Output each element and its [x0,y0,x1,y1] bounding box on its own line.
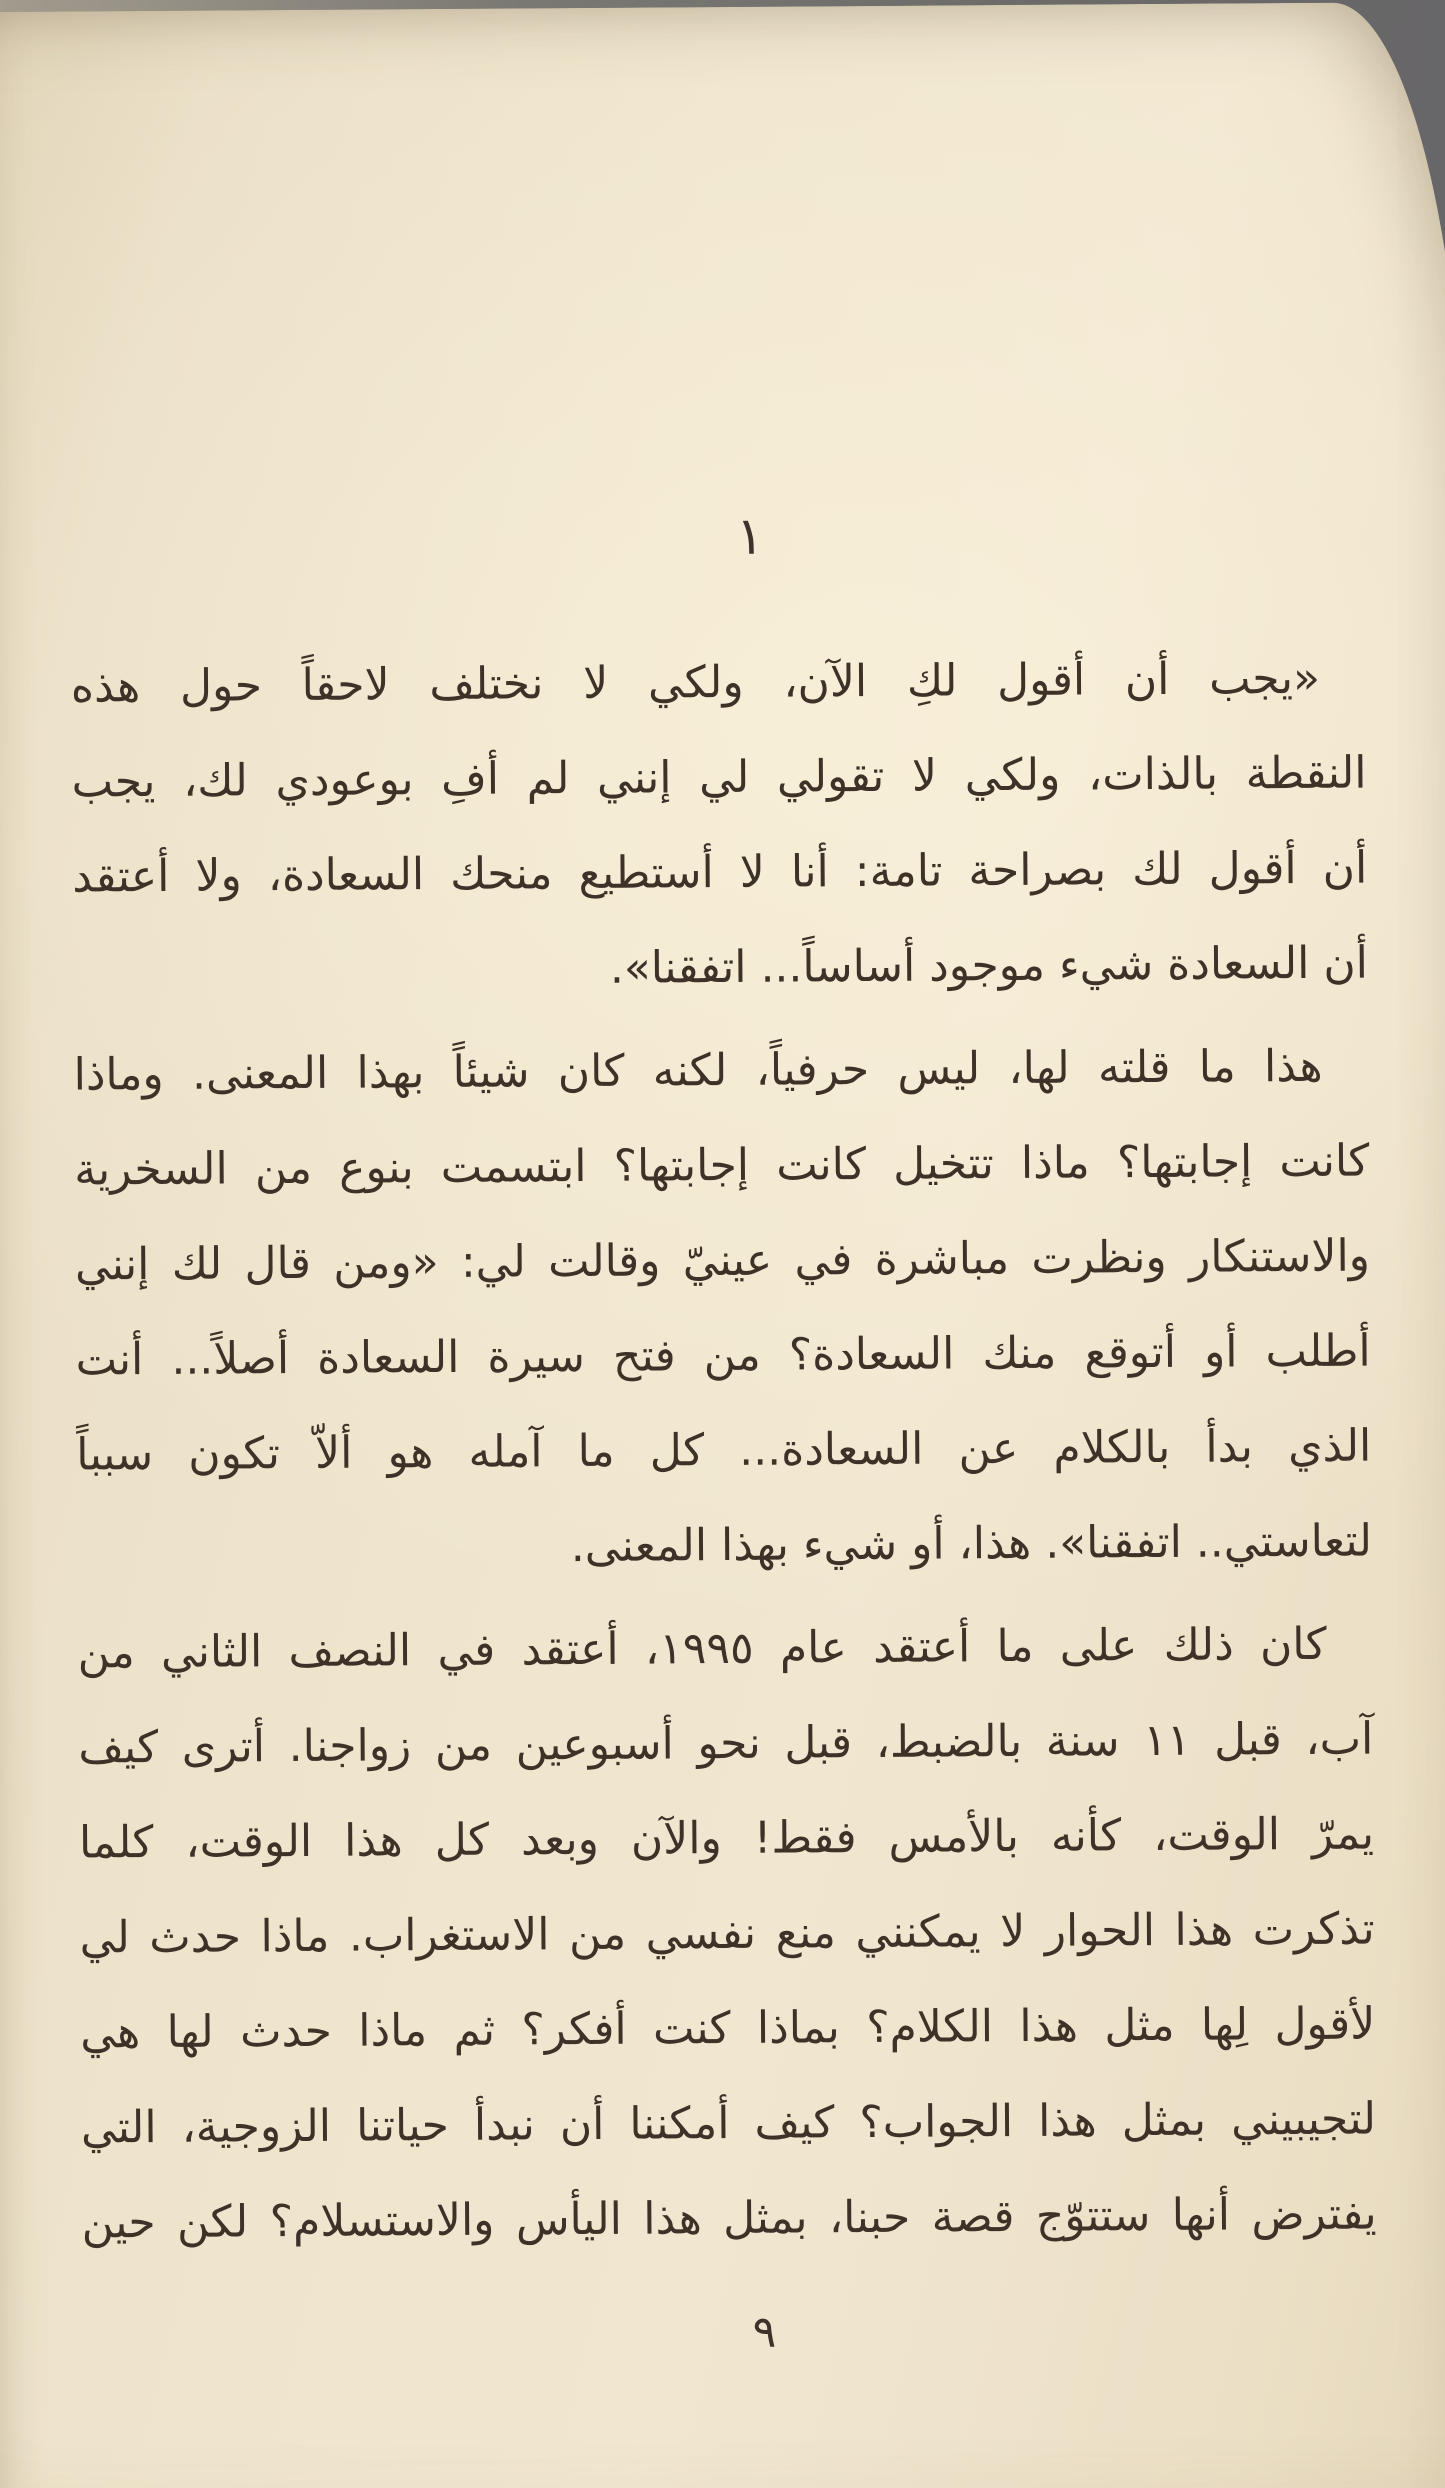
text-line: هذا ما قلته لها، ليس حرفياً، لكنه كان شيئاً بهذا المعنى. وماذا [73,1040,1323,1101]
text-line: يمرّ الوقت، كأنه بالأمس فقط! والآن وبعد كل هذا الوقت، كلما [78,1808,1375,1869]
text-line: أن السعادة شيء موجود أساساً... اتفقنا». [609,937,1369,994]
paragraph [77,1596,1377,2270]
text-line: لأقول لِها مثل هذا الكلام؟ بماذا كنت أفكر؟ ثم ماذا حدث لها هي [80,1998,1376,2059]
text-line: كانت إجابتها؟ ماذا تتخيل كانت إجابتها؟ ابتسمت بنوع من السخرية [74,1135,1370,1196]
chapter-number: ١ [735,506,765,567]
text-line: أطلب أو أتوقع منك السعادة؟ من فتح سيرة السعادة أصلاً... أنت [75,1325,1371,1386]
text-line: لتعاستي.. اتفقنا». هذا، أو شيء بهذا المعنى. [570,1515,1373,1573]
text-line: النقطة بالذات، ولكي لا تقولي لي إنني لم أفِ بوعودي لك، يجب [71,747,1367,808]
text-line: والاستنكار ونظرت مباشرة في عينيّ وقالت لي: «ومن قال لك إنني [74,1230,1371,1291]
paragraph [71,631,1369,1020]
text-line: الذي بدأ بالكلام عن السعادة... كل ما آمله هو ألاّ تكون سبباً [76,1420,1372,1481]
text-line: لتجيبيني بمثل هذا الجواب؟ كيف أمكننا أن نبدأ حياتنا الزوجية، التي [80,2093,1377,2154]
text-line: كان ذلك على ما أعتقد عام ١٩٩٥، أعتقد في النصف الثاني من [77,1618,1327,1679]
book-page [0,2,1445,2488]
text-line: تذكرت هذا الحوار لا يمكنني منع نفسي من الاستغراب. ماذا حدث لي [79,1903,1375,1964]
text-line: أن أقول لك بصراحة تامة: أنا لا أستطيع منحك السعادة، ولا أعتقد [72,842,1368,903]
text-line: «يجب أن أقول لكِ الآن، ولكي لا نختلف لاحقاً حول هذه [70,652,1321,713]
paragraph [73,1018,1372,1597]
text-line: آب، قبل ١١ سنة بالضبط، قبل نحو أسبوعين من زواجنا. أترى كيف [78,1713,1374,1774]
page-number: ٩ [752,2306,777,2358]
text-line: يفترض أنها ستتوّج قصة حبنا، بمثل هذا اليأس والاستسلام؟ لكن حين [81,2188,1377,2249]
text-block [71,631,1377,2279]
